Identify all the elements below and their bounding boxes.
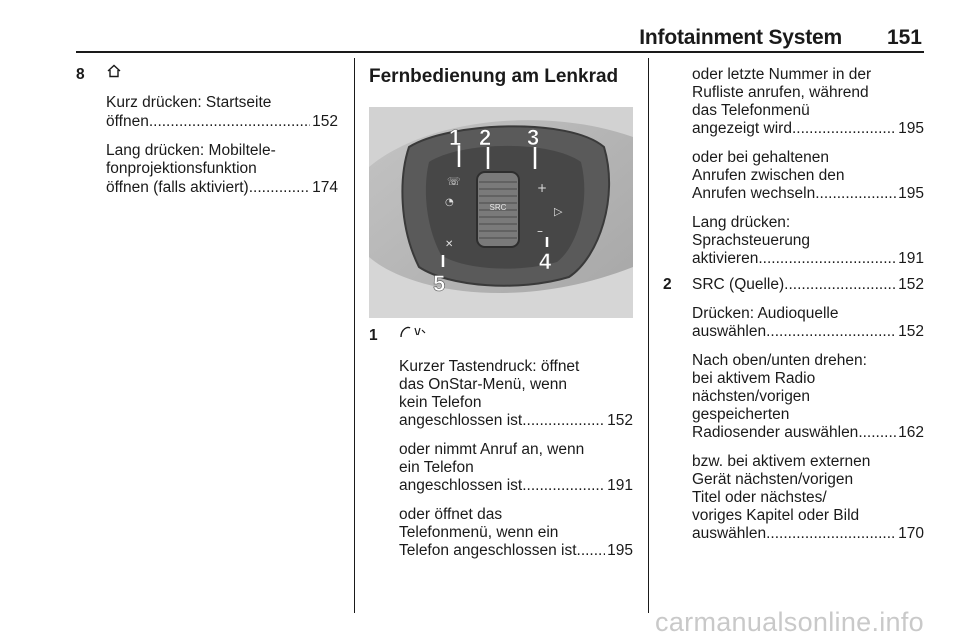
text-line: das OnStar-Menü, wenn <box>399 376 568 393</box>
toc-entry: öffnen (falls aktiviert) ..... 174 <box>106 179 338 198</box>
svg-text:–: – <box>537 224 543 238</box>
text-line: fonprojektionsfunktion <box>106 160 257 177</box>
toc-entry: Radiosender auswählen ..... 162 <box>692 424 924 443</box>
text-line: oder öffnet das <box>399 506 503 523</box>
toc-entry: angeschlossen ist ..... 152 <box>399 412 633 431</box>
toc-entry: öffnen ..... 152 <box>106 113 338 132</box>
svg-text:✕: ✕ <box>445 239 454 250</box>
callout-3: 3 <box>527 125 540 150</box>
text-line: Kurz drücken: Startseite <box>106 94 272 111</box>
item-number-1: 1 <box>369 327 378 344</box>
callout-1: 1 <box>449 125 462 150</box>
text-line: Nach oben/unten drehen: <box>692 352 867 369</box>
text-line: Gerät nächsten/vorigen <box>692 471 854 488</box>
text-line: gespeicherten <box>692 406 790 423</box>
svg-text:◔: ◔ <box>445 197 454 208</box>
callout-2: 2 <box>479 125 492 150</box>
toc-entry: angezeigt wird ..... 195 <box>692 120 924 139</box>
toc-entry: angeschlossen ist ..... 191 <box>399 477 633 496</box>
toc-entry: Anrufen wechseln ..... 195 <box>692 185 924 204</box>
toc-entry: aktivieren ..... 191 <box>692 250 924 269</box>
text-line: oder letzte Nummer in der <box>692 66 872 83</box>
text-line: Telefonmenü, wenn ein <box>399 524 559 541</box>
text-line: Lang drücken: Mobiltele- <box>106 142 276 159</box>
text-line: bei aktivem Radio <box>692 370 816 387</box>
item-number-8: 8 <box>76 66 85 83</box>
text-line: Drücken: Audioquelle <box>692 305 839 322</box>
text-line: kein Telefon <box>399 394 482 411</box>
text-line: Titel oder nächstes/ <box>692 489 827 506</box>
steering-wheel-figure <box>369 107 633 318</box>
toc-entry: auswählen ..... 152 <box>692 323 924 342</box>
text-line: Anrufen zwischen den <box>692 167 845 184</box>
onstar-icon <box>399 325 427 344</box>
callout-4: 4 <box>539 249 552 274</box>
text-line: Rufliste anrufen, während <box>692 84 869 101</box>
svg-text:☏: ☏ <box>447 175 461 188</box>
header-divider <box>76 51 924 53</box>
column-divider-right <box>648 58 649 613</box>
page-number: 151 <box>886 26 922 49</box>
text-line: voriges Kapitel oder Bild <box>692 507 860 524</box>
text-line: Sprachsteuerung <box>692 232 811 249</box>
text-line: ein Telefon <box>399 459 474 476</box>
toc-entry: auswählen ..... 170 <box>692 525 924 544</box>
column-divider-left <box>354 58 355 613</box>
text-line: nächsten/vorigen <box>692 388 811 405</box>
text-line: das Telefonmenü <box>692 102 810 119</box>
item-number-2: 2 <box>663 276 672 293</box>
home-icon <box>107 64 121 83</box>
page-header-title: Infotainment System <box>639 26 842 49</box>
text-line: oder nimmt Anruf an, wenn <box>399 441 585 458</box>
section-title: Fernbedienung am Lenkrad <box>369 66 619 87</box>
text-line: Lang drücken: <box>692 214 791 231</box>
text-line: oder bei gehaltenen <box>692 149 830 166</box>
svg-text:+: + <box>537 181 548 195</box>
text-line: bzw. bei aktivem externen <box>692 453 871 470</box>
callout-5: 5 <box>433 271 446 296</box>
text-line: Kurzer Tastendruck: öffnet <box>399 358 580 375</box>
toc-entry: SRC (Quelle) ..... 152 <box>692 276 924 295</box>
watermark: carmanualsonline.info <box>655 607 924 637</box>
toc-entry: Telefon angeschlossen ist ..... 195 <box>399 542 633 561</box>
src-label: SRC <box>489 203 507 212</box>
svg-text:▷: ▷ <box>554 205 563 218</box>
